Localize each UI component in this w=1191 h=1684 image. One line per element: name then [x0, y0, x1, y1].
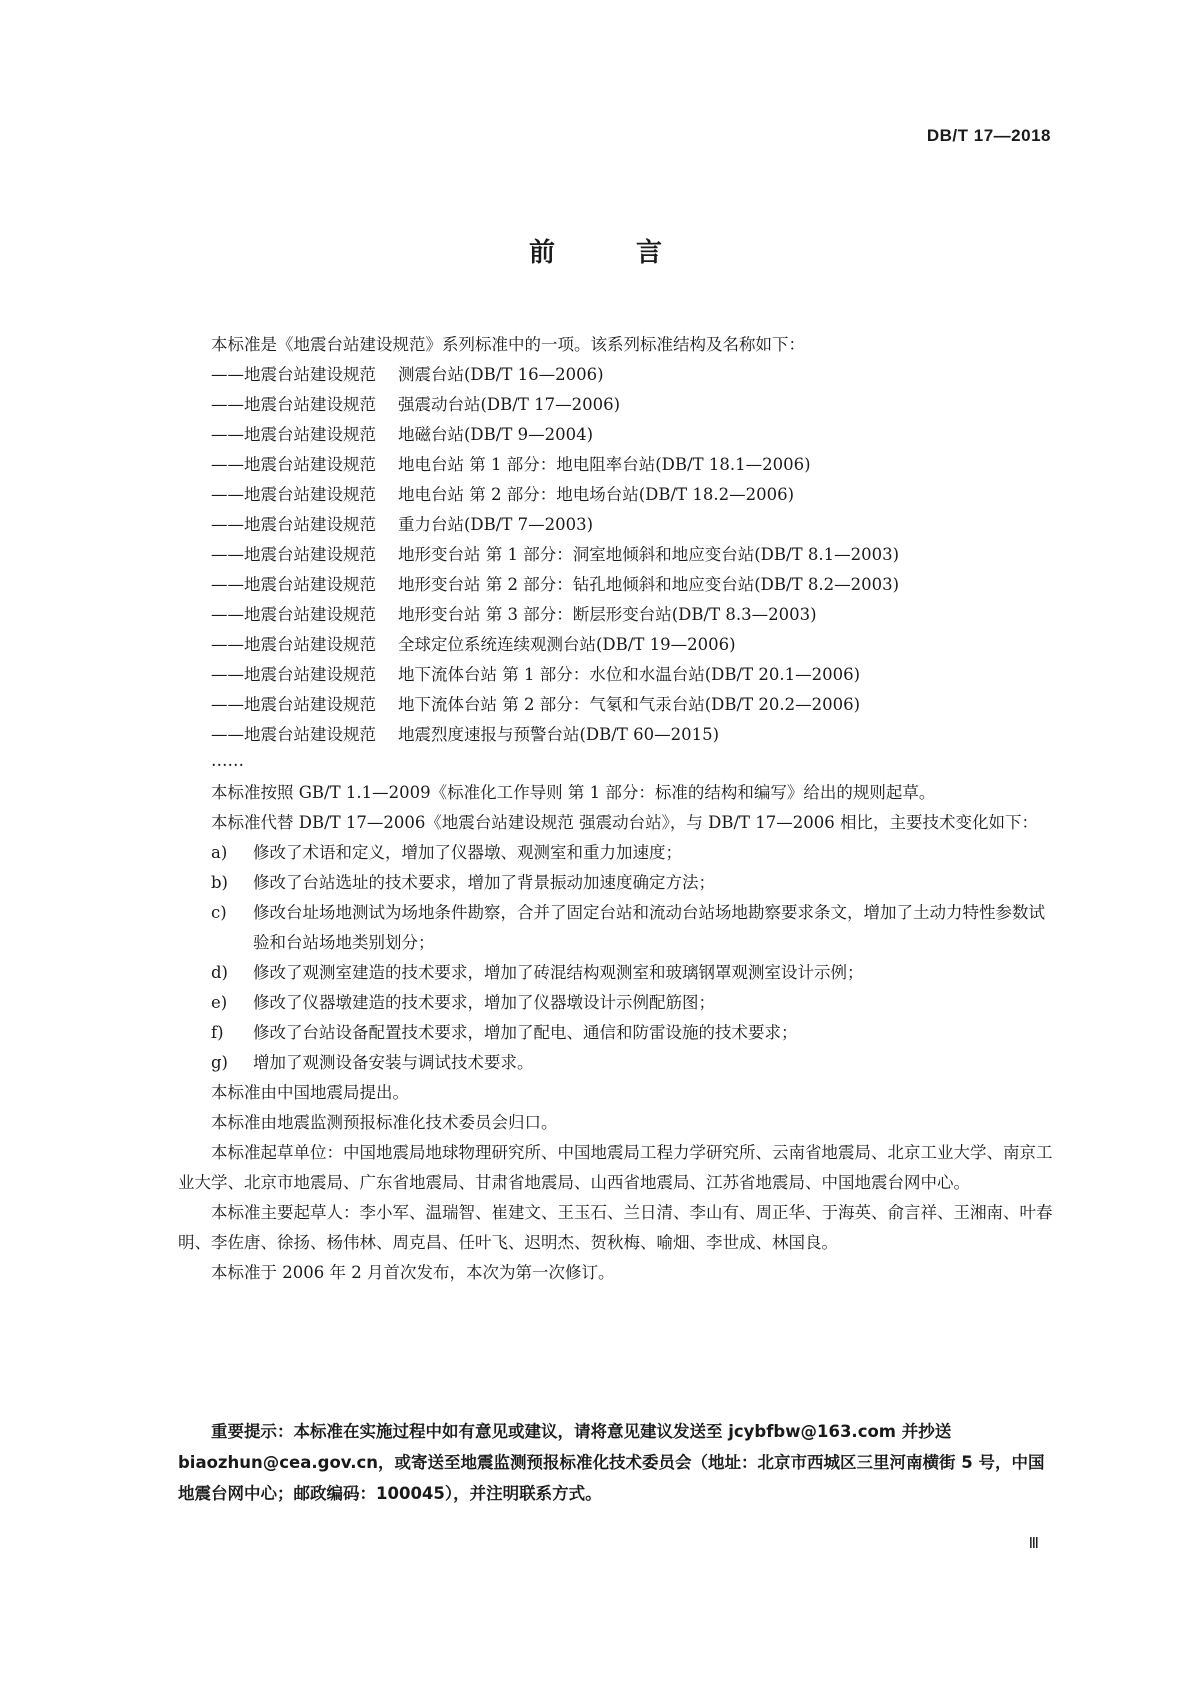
- drafting-rule-paragraph: 本标准按照 GB/T 1.1—2009《标准化工作导则 第 1 部分：标准的结构和编写》给出的规则起草。: [211, 783, 936, 802]
- change-item: [211, 838, 1058, 868]
- series-name: 地震台站建设规范: [244, 485, 376, 504]
- changes-list: [178, 838, 1058, 1078]
- series-name: 地震台站建设规范: [244, 425, 376, 444]
- change-marker: g): [211, 1053, 228, 1072]
- intro-paragraph: 本标准是《地震台站建设规范》系列标准中的一项。该系列标准结构及名称如下：: [211, 335, 805, 354]
- series-subtitle: 强震动台站(DB/T 17—2006): [398, 395, 621, 414]
- drafting-units-paragraph: 本标准起草单位：中国地震局地球物理研究所、中国地震局工程力学研究所、云南省地震局、北京工业大学、南京工业大学、北京市地震局、广东省地震局、甘肃省地震局、山西省地震局、江苏省地震局、中国地震台网中心。: [178, 1143, 1053, 1192]
- series-item: [178, 630, 1058, 660]
- foreword-body: [178, 330, 1058, 1288]
- series-dash: ——: [211, 515, 244, 534]
- change-marker: f): [211, 1023, 224, 1042]
- series-name: 地震台站建设规范: [244, 395, 376, 414]
- page-number: Ⅲ: [1028, 1536, 1039, 1552]
- standard-code: DB/T 17—2018: [926, 126, 1051, 145]
- series-name: 地震台站建设规范: [244, 575, 376, 594]
- series-name: 地震台站建设规范: [244, 725, 376, 744]
- change-item: [211, 988, 1058, 1018]
- change-marker: a): [211, 843, 228, 862]
- series-item: [178, 690, 1058, 720]
- series-item: [178, 720, 1058, 750]
- series-dash: ——: [211, 425, 244, 444]
- series-subtitle: 全球定位系统连续观测台站(DB/T 19—2006): [398, 635, 736, 654]
- change-item: [211, 898, 1058, 958]
- change-item: [211, 868, 1058, 898]
- replaces-paragraph: 本标准代替 DB/T 17—2006《地震台站建设规范 强震动台站》，与 DB/T 17—2006 相比，主要技术变化如下：: [211, 813, 1039, 832]
- series-subtitle: 地电台站 第 1 部分：地电阻率台站(DB/T 18.1—2006): [398, 455, 811, 474]
- series-item: [178, 510, 1058, 540]
- change-text: 修改了台站选址的技术要求，增加了背景振动加速度确定方法；: [253, 873, 715, 892]
- change-text: 增加了观测设备安装与调试技术要求。: [253, 1053, 534, 1072]
- series-name: 地震台站建设规范: [244, 455, 376, 474]
- series-dash: ——: [211, 575, 244, 594]
- drafters-paragraph: 本标准主要起草人：李小军、温瑞智、崔建文、王玉石、兰日清、李山有、周正华、于海英、俞言祥、王湘南、叶春明、李佐唐、徐扬、杨伟林、周克昌、任叶飞、迟明杰、贺秋梅、喻畑、李世成、林国良。: [178, 1203, 1053, 1252]
- series-name: 地震台站建设规范: [244, 635, 376, 654]
- series-dash: ——: [211, 455, 244, 474]
- series-subtitle: 重力台站(DB/T 7—2003): [398, 515, 594, 534]
- change-text: 修改了观测室建造的技术要求，增加了砖混结构观测室和玻璃钢罩观测室设计示例；: [253, 963, 864, 982]
- change-item: [211, 1018, 1058, 1048]
- series-subtitle: 地形变台站 第 1 部分：洞室地倾斜和地应变台站(DB/T 8.1—2003): [398, 545, 900, 564]
- series-dash: ——: [211, 485, 244, 504]
- series-item: [178, 450, 1058, 480]
- change-item: [211, 1048, 1058, 1078]
- series-name: 地震台站建设规范: [244, 545, 376, 564]
- series-dash: ——: [211, 725, 244, 744]
- series-name: 地震台站建设规范: [244, 365, 376, 384]
- series-ellipsis: ……: [211, 751, 244, 770]
- series-subtitle: 地形变台站 第 3 部分：断层形变台站(DB/T 8.3—2003): [398, 605, 817, 624]
- page-title: 前 言: [528, 238, 699, 268]
- series-dash: ——: [211, 665, 244, 684]
- series-dash: ——: [211, 635, 244, 654]
- change-marker: c): [211, 903, 227, 922]
- change-marker: e): [211, 993, 228, 1012]
- change-text: 修改了术语和定义，增加了仪器墩、观测室和重力加速度；: [253, 843, 682, 862]
- series-subtitle: 地磁台站(DB/T 9—2004): [398, 425, 594, 444]
- series-dash: ——: [211, 545, 244, 564]
- change-item: [211, 958, 1058, 988]
- history-paragraph: 本标准于 2006 年 2 月首次发布，本次为第一次修订。: [211, 1263, 615, 1282]
- series-subtitle: 测震台站(DB/T 16—2006): [398, 365, 604, 384]
- change-text: 修改了仪器墩建造的技术要求，增加了仪器墩设计示例配筋图；: [253, 993, 715, 1012]
- series-dash: ——: [211, 365, 244, 384]
- series-item: [178, 480, 1058, 510]
- series-item: [178, 390, 1058, 420]
- series-item: [178, 360, 1058, 390]
- change-marker: d): [211, 963, 228, 982]
- series-name: 地震台站建设规范: [244, 665, 376, 684]
- change-text: 修改了台站设备配置技术要求，增加了配电、通信和防雷设施的技术要求；: [253, 1023, 798, 1042]
- series-dash: ——: [211, 605, 244, 624]
- series-item: [178, 660, 1058, 690]
- series-subtitle: 地形变台站 第 2 部分：钻孔地倾斜和地应变台站(DB/T 8.2—2003): [398, 575, 900, 594]
- series-name: 地震台站建设规范: [244, 695, 376, 714]
- series-item: [178, 540, 1058, 570]
- series-list: [178, 360, 1058, 750]
- important-notice: 重要提示：本标准在实施过程中如有意见或建议，请将意见建议发送至 jcybfbw@163.com 并抄送 biaozhun@cea.gov.cn，或寄送至地震监测预报标准化技术委员会（地址：北京市西城区三里河南横街 5 号，中国地震台网中心；邮政编码：100045），并注明联系方式。: [178, 1422, 1045, 1503]
- series-item: [178, 570, 1058, 600]
- series-subtitle: 地电台站 第 2 部分：地电场台站(DB/T 18.2—2006): [398, 485, 794, 504]
- series-subtitle: 地震烈度速报与预警台站(DB/T 60—2015): [398, 725, 720, 744]
- series-item: [178, 600, 1058, 630]
- change-marker: b): [211, 873, 228, 892]
- series-dash: ——: [211, 695, 244, 714]
- series-name: 地震台站建设规范: [244, 605, 376, 624]
- proposed-by-paragraph: 本标准由中国地震局提出。: [211, 1083, 409, 1102]
- series-name: 地震台站建设规范: [244, 515, 376, 534]
- series-subtitle: 地下流体台站 第 1 部分：水位和水温台站(DB/T 20.1—2006): [398, 665, 860, 684]
- series-subtitle: 地下流体台站 第 2 部分：气氡和气汞台站(DB/T 20.2—2006): [398, 695, 860, 714]
- change-text: 修改台址场地测试为场地条件勘察，合并了固定台站和流动台站场地勘察要求条文，增加了土动力特性参数试验和台站场地类别划分；: [253, 903, 1045, 952]
- series-dash: ——: [211, 395, 244, 414]
- centralized-by-paragraph: 本标准由地震监测预报标准化技术委员会归口。: [211, 1113, 558, 1132]
- series-item: [178, 420, 1058, 450]
